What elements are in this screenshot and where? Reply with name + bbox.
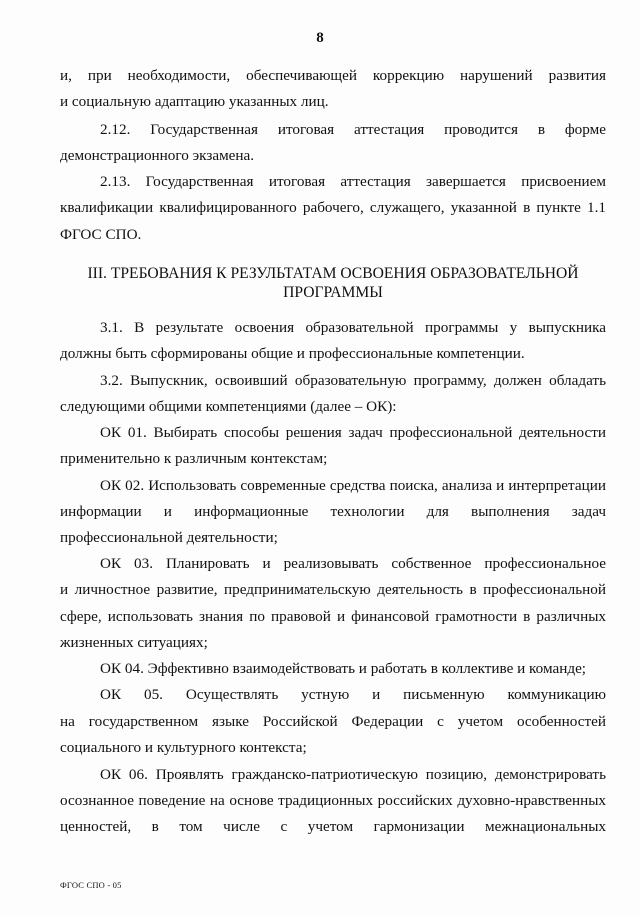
text-line: квалификации квалифицированного рабочего, служащего, указанной в пункте 1.1: [60, 199, 606, 216]
section-heading-line-2: ПРОГРАММЫ: [283, 284, 383, 301]
text-line: ОК 02. Использовать современные средства поиска, анализа и интерпретации: [100, 477, 606, 494]
text-line: ОК 05. Осуществлять устную и письменную коммуникацию: [100, 686, 606, 703]
text-line: применительно к различным контекстам;: [60, 450, 328, 467]
text-line: и, при необходимости, обеспечивающей коррекцию нарушений развития: [60, 67, 606, 84]
text-line: следующими общими компетенциями (далее – ОК):: [60, 398, 397, 415]
text-line: сфере, использовать знания по правовой и финансовой грамотности в различных: [60, 608, 606, 625]
text-line: жизненных ситуациях;: [60, 634, 208, 651]
text-line: 3.2. Выпускник, освоивший образовательную программу, должен обладать: [100, 372, 606, 389]
text-line: ОК 06. Проявлять гражданско-патриотическую позицию, демонстрировать: [100, 766, 606, 783]
text-line: 2.13. Государственная итоговая аттестация завершается присвоением: [100, 173, 606, 190]
text-line: информации и информационные технологии для выполнения задач: [60, 503, 606, 520]
text-line: 3.1. В результате освоения образовательной программы у выпускника: [100, 319, 606, 336]
text-line: и социальную адаптацию указанных лиц.: [60, 93, 329, 110]
page-number: 8: [316, 30, 324, 46]
text-line: на государственном языке Российской Федерации с учетом особенностей: [60, 713, 606, 730]
text-line: осознанное поведение на основе традиционных российских духовно-нравственных: [60, 792, 606, 809]
text-line: должны быть сформированы общие и профессиональные компетенции.: [60, 345, 525, 362]
section-heading-line-1: III. ТРЕБОВАНИЯ К РЕЗУЛЬТАТАМ ОСВОЕНИЯ ОБРАЗОВАТЕЛЬНОЙ: [87, 265, 579, 282]
text-line: профессиональной деятельности;: [60, 529, 278, 546]
footer-code: ФГОС СПО - 05: [60, 880, 122, 890]
section-heading: [60, 264, 606, 302]
text-line: социального и культурного контекста;: [60, 739, 307, 756]
text-line: 2.12. Государственная итоговая аттестация проводится в форме: [100, 121, 606, 138]
text-line: ФГОС СПО.: [60, 226, 142, 243]
text-line: ОК 03. Планировать и реализовывать собственное профессиональное: [100, 555, 606, 572]
text-line: ОК 01. Выбирать способы решения задач профессиональной деятельности: [100, 424, 606, 441]
text-line: ценностей, в том числе с учетом гармонизации межнациональных: [60, 818, 606, 835]
text-line: и личностное развитие, предпринимательскую деятельность в профессиональной: [60, 581, 606, 598]
text-line: демонстрационного экзамена.: [60, 147, 255, 164]
text-line: ОК 04. Эффективно взаимодействовать и работать в коллективе и команде;: [100, 660, 587, 677]
